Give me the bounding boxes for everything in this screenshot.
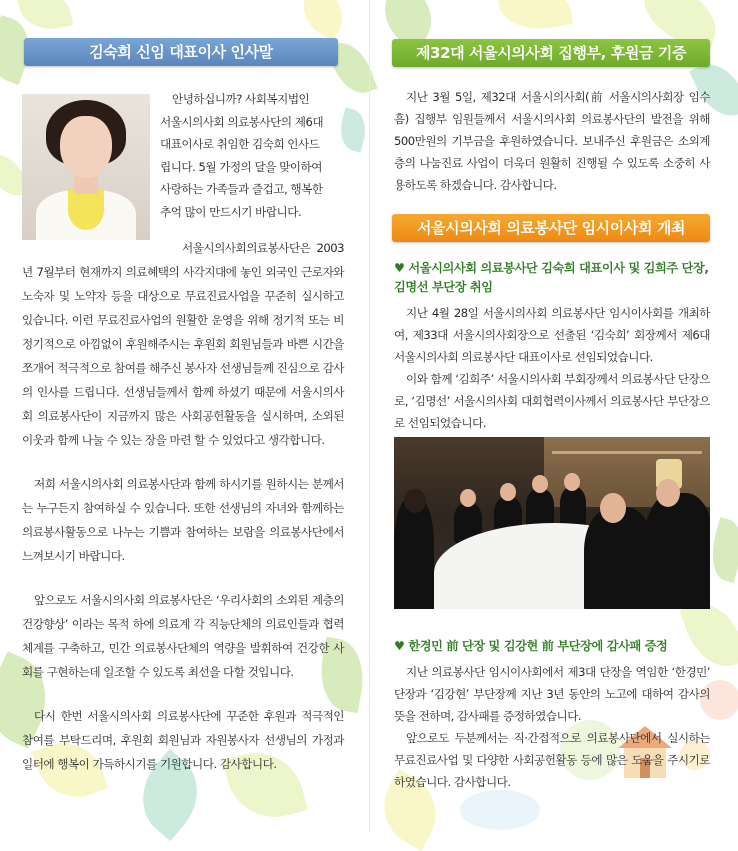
plaque-subheading: [394, 637, 712, 656]
paragraph: 이와 함께 ‘김희주’ 서울시의사회 부회장께서 의료봉사단 단장으로, ‘김명선’ 서울시의사회 대회협력이사께서 의료봉사단 부단장으로 선임되었습니다.: [394, 372, 710, 430]
paragraph: 서울시의사회의료봉사단은 2003년 7월부터 현재까지 의료혜택의 사각지대에 놓인 외국인 근로자와 노숙자 및 노약자 등을 대상으로 무료진료사업을 꾸준히 실시하고 있습니다. 이런 무료진료사업의 원활한 운영을 위해 정기적 또는 비정기적으로 아낌없이 후원해주시는 후원회 회원님들과 바쁜 시간을 쪼개어 적극적으로 참여를 해주신 봉사자 선생님들께 진심으로 감사의 인사를 드립니다. 선생님들께서 함께 하셨기 때문에 서울시의사회 의료봉사단이 지금까지 많은 사회공헌활동을 실시하며, 소외된 이웃과 함께 나눌 수 있는 장을 마련 할 수 있었다고 생각합니다.: [22, 241, 344, 447]
paragraph: 지난 3월 5일, 제32대 서울시의사회(前 서울시의사회장 임수흠) 집행부 임원들께서 서울시의사회 의료봉사단의 발전을 위해 500만원의 기부금을 후원하였습니다. 보내주신 후원금은 소외계층의 나눔진료 사업이 더욱더 원활히 진행될 수 있도록 소중히 사용하도록 하겠습니다. 감사합니다.: [394, 90, 710, 192]
subheading-text: 한경민 前 단장 및 김강현 前 부단장에 감사패 증정: [408, 639, 668, 653]
meeting-text: [394, 302, 710, 434]
paragraph: 앞으로도 서울시의사회 의료봉사단은 ‘우리사회의 소외된 계층의 건강향상’ 이라는 목적 하에 의료계 각 직능단체의 의료인들과 협력체계를 구축하고, 민간 의료봉사단체의 역량을 발휘하여 건강한 사회를 구현하는데 일조할 수 있도록 최선을 다할 것입니다.: [22, 593, 344, 679]
donation-banner: 제32대 서울시의사회 집행부, 후원금 기증: [392, 39, 710, 67]
paragraph: 저희 서울시의사회 의료봉사단과 함께 하시기를 원하시는 분께서는 누구든지 참여하실 수 있습니다. 또한 선생님의 자녀와 함께하는 의료봉사활동으로 나누는 기쁨과 참여하는 보람을 의료봉사단에서 느껴보시기 바랍니다.: [22, 477, 344, 563]
donation-text: [394, 86, 710, 196]
intro-line: 서울시의사회 의료봉사단의 제6대: [160, 114, 324, 129]
meeting-banner: 서울시의사회 의료봉사단 임시이사회 개최: [392, 214, 710, 242]
paragraph: 지난 의료봉사단 임시이사회에서 제3대 단장을 역임한 ‘한경민’ 단장과 ‘김강현’ 부단장께 지난 3년 동안의 노고에 대하여 감사의 뜻을 전하며, 감사패를 증정하였습니다.: [394, 665, 710, 723]
meeting-photo: [394, 437, 710, 609]
intro-line: 사랑하는 가족들과 즐겁고, 행복한: [160, 182, 323, 196]
ceo-portrait: [22, 94, 150, 240]
intro-line: 안녕하십니까? 사회복지법인: [172, 92, 310, 106]
intro-line: 대표이사로 취임한 김숙희 인사드: [160, 137, 320, 151]
paragraph: 다시 한번 서울시의사회 의료봉사단에 꾸준한 후원과 적극적인 참여를 부탁드리며, 후원회 회원님과 자원봉사자 선생님의 가정과 일터에 행복이 가득하시기를 기원합니다. 감사합니다.: [22, 709, 344, 771]
greeting-body: [22, 236, 344, 776]
column-divider: [369, 0, 370, 833]
subheading-text: 서울시의사회 의료봉사단 김숙희 대표이사 및 김희주 단장, 김명선 부단장 취임: [394, 261, 709, 294]
heart-icon: ♥: [394, 639, 405, 653]
intro-line: 립니다. 5월 가정의 달을 맞이하여: [160, 159, 322, 174]
greeting-intro: [160, 88, 350, 223]
paragraph: 지난 4월 28일 서울시의사회 의료봉사단 임시이사회를 개최하여, 제33대 서울시의사회장으로 선출된 ‘김숙희’ 회장께서 제6대 서울시의사회 의료봉사단 대표이사로 선임되었습니다.: [394, 306, 710, 364]
intro-line: 추억 많이 만드시기 바랍니다.: [160, 204, 302, 219]
heart-icon: ♥: [394, 261, 405, 275]
paragraph: 앞으로도 두분께서는 직·간접적으로 의료봉사단에서 실시하는 무료진료사업 및 다양한 사회공헌활동 등에 많은 도움을 주시기로 하였습니다. 감사합니다.: [394, 731, 710, 789]
appointment-subheading: [394, 259, 712, 297]
plaque-text: [394, 661, 710, 793]
greeting-banner: 김숙희 신임 대표이사 인사말: [24, 38, 338, 66]
